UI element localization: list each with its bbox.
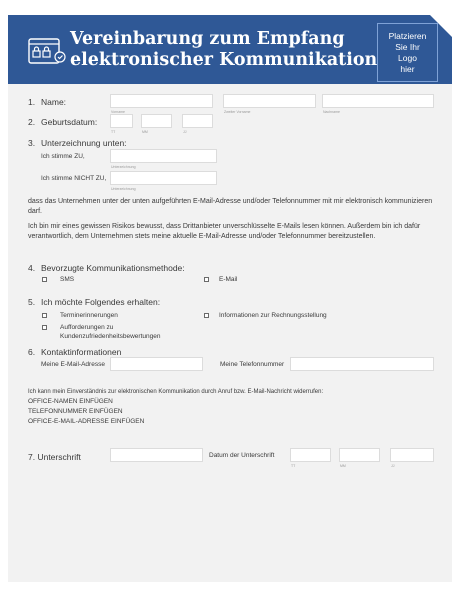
reminders-label: Terminerinnerungen [60,312,118,319]
middle-name-field[interactable] [223,94,316,108]
birth-month-field[interactable] [141,114,172,128]
logo-text-3: Logo [398,52,417,63]
survey-label-line1: Aufforderungen zu [60,324,114,331]
q6-number: 6. [28,347,36,357]
signature-month-hint: MM [340,464,346,468]
agree-signature-hint: Unterzeichnung [111,165,136,169]
birth-day-hint: TT [111,130,116,134]
q1-number: 1. [28,97,36,107]
title-line-2: elektronischer Kommunikation [70,50,378,70]
last-name-field[interactable] [322,94,434,108]
billing-info-label: Informationen zur Rechnungsstellung [219,312,327,319]
email-option-label: E-Mail [219,276,238,283]
email-checkbox[interactable] [204,277,209,282]
q2-number: 2. [28,117,36,127]
q3-number: 3. [28,138,36,148]
logo-placeholder[interactable] [377,23,438,82]
q5-label: Ich möchte Folgendes erhalten: [41,297,161,307]
sms-label: SMS [60,276,75,283]
phone-placeholder: TELEFONNUMMER EINFÜGEN [28,408,123,415]
survey-checkbox[interactable] [42,325,47,330]
email-address-field[interactable] [110,357,203,371]
q2-label: Geburtsdatum: [41,117,98,127]
reminders-checkbox[interactable] [42,313,47,318]
agree-signature-field[interactable] [110,149,217,163]
signature-field[interactable] [110,448,203,462]
signature-date-label: Datum der Unterschrift [209,452,275,459]
signature-year-hint: JJ [391,464,395,468]
q4-label: Bevorzugte Kommunikationsmethode: [41,263,185,273]
logo-text-1: Platzieren [388,30,427,41]
last-name-hint: Nachname [323,110,340,114]
birth-month-hint: MM [142,130,148,134]
birth-day-field[interactable] [110,114,133,128]
disagree-label: Ich stimme NICHT ZU, [41,175,107,182]
survey-label-line2: Kundenzufriedenheitsbewertungen [60,333,161,340]
secure-document-icon [28,38,68,66]
billing-info-checkbox[interactable] [204,313,209,318]
q3-label: Unterzeichnung unten: [41,138,127,148]
email-address-label: Meine E-Mail-Adresse [41,361,105,368]
logo-text-4: hier [400,63,415,74]
q4-number: 4. [28,263,36,273]
title-line-1: Vereinbarung zum Empfang [70,29,345,49]
q1-label: Name: [41,97,67,107]
office-email-placeholder: OFFICE-E-MAIL-ADRESSE EINFÜGEN [28,418,145,425]
signature-month-field[interactable] [339,448,380,462]
birth-year-hint: JJ [183,130,187,134]
logo-text-2: Sie Ihr [395,41,420,52]
q5-number: 5. [28,297,36,307]
form-title [70,29,377,71]
agree-label: Ich stimme ZU, [41,153,85,160]
middle-name-hint: Zweiter Vorname [224,110,251,114]
sms-checkbox[interactable] [42,277,47,282]
disagree-signature-hint: Unterzeichnung [111,187,136,191]
first-name-hint: Vorname [111,110,126,114]
first-name-field[interactable] [110,94,213,108]
q7-label: 7. Unterschrift [28,452,81,462]
withdraw-text: Ich kann mein Einverständnis zur elektronischen Kommunikation durch Anruf bzw. E-Mail-Nachricht widerrufen: [28,389,324,395]
risk-paragraph: Ich bin mir eines gewissen Risikos bewusst, dass Drittanbieter unverschlüsselte E-Mails lesen können. Außerdem bin ich dafür verantwortlich, dem Unternehmen stets meine aktuelle E-Mail-Adresse und/oder Telefonnummer bereitzustellen. [28,223,421,240]
signature-year-field[interactable] [390,448,434,462]
birth-year-field[interactable] [182,114,213,128]
phone-number-field[interactable] [290,357,434,371]
q6-label: Kontaktinformationen [41,347,122,357]
signature-day-field[interactable] [290,448,331,462]
signature-day-hint: TT [291,464,296,468]
office-name-placeholder: OFFICE-NAMEN EINFÜGEN [28,398,113,405]
phone-number-label: Meine Telefonnummer [220,361,285,368]
disagree-signature-field[interactable] [110,171,217,185]
consent-paragraph: dass das Unternehmen unter der unten aufgeführten E-Mail-Adresse und/oder Telefonnummer mit mir elektronisch kommunizieren darf. [28,198,433,215]
